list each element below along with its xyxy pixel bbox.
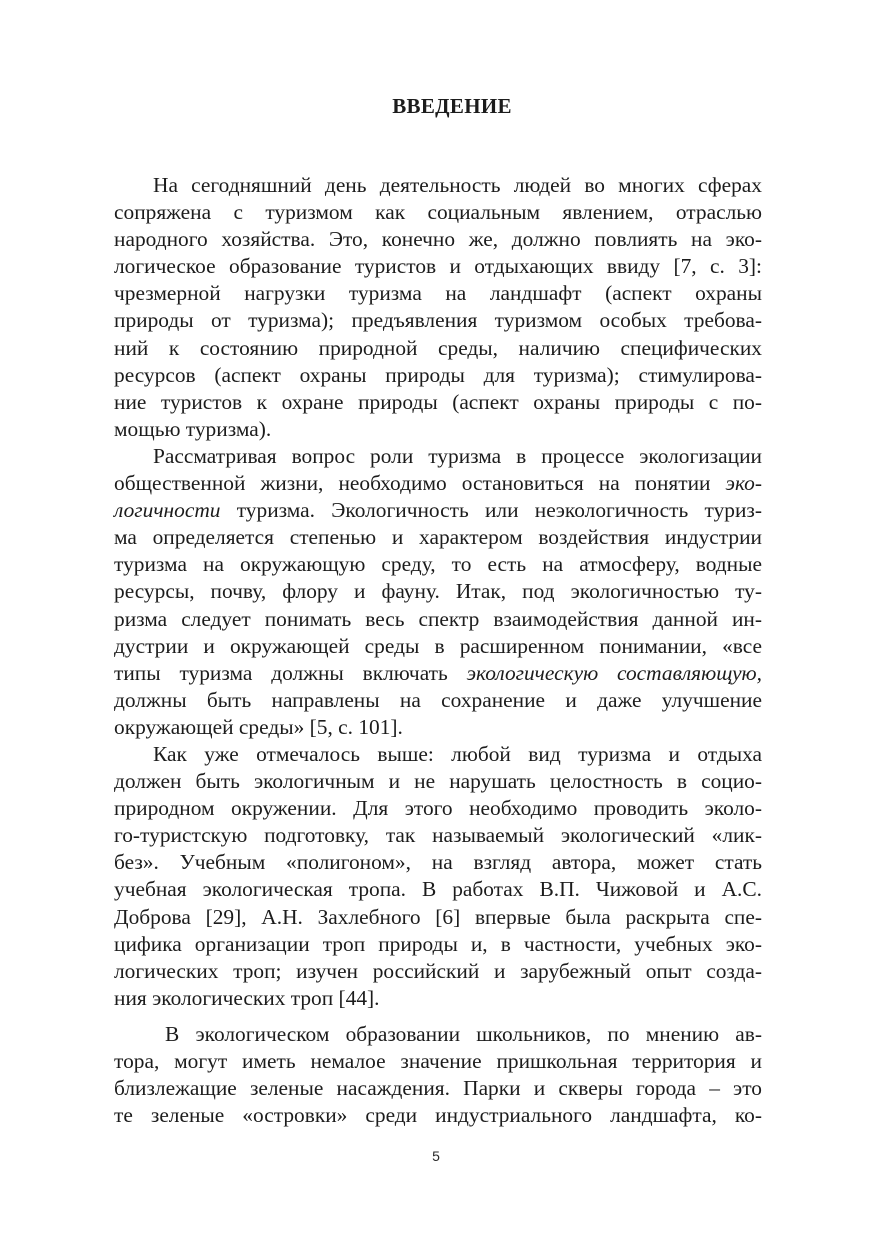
paragraph-4	[114, 1021, 762, 1129]
text-line: окружающей среды» [5, с. 101].	[114, 714, 403, 739]
text-fragment: общественной жизни, необходимо остановиться на понятии	[114, 471, 726, 496]
text-line: должен быть экологичным и не нарушать целостность в социо-	[114, 769, 762, 794]
text-line	[114, 470, 762, 497]
text-line	[114, 497, 762, 524]
text-line: туризма на окружающую среду, то есть на атмосферу, водные	[114, 552, 762, 577]
paragraph-3	[114, 741, 762, 1012]
italic-term: логичности	[114, 498, 221, 523]
italic-term: эко-	[725, 471, 762, 496]
text-fragment: типы туризма должны включать	[114, 660, 467, 685]
text-line: На сегодняшний день деятельность людей во многих сферах	[153, 173, 762, 197]
text-line: сопряжена с туризмом как социальным явлением, отраслью	[114, 200, 762, 225]
page-title: ВВЕДЕНИЕ	[392, 94, 512, 118]
text-line: го-туристскую подготовку, так называемый экологический «лик-	[114, 823, 762, 848]
text-line: те зеленые «островки» среди индустриального ландшафта, ко-	[114, 1103, 762, 1128]
text-line: ресурсы, почву, флору и фауну. Итак, под экологичностью ту-	[114, 579, 762, 604]
text-line: мощью туризма).	[114, 416, 272, 441]
text-line: природы от туризма); предъявления туризмом особых требова-	[114, 308, 762, 333]
text-line: ний к состоянию природной среды, наличию специфических	[114, 335, 762, 360]
text-line: ние туристов к охране природы (аспект охраны природы с по-	[114, 389, 762, 414]
text-line: чрезмерной нагрузки туризма на ландшафт (аспект охраны	[114, 281, 762, 306]
text-line: тора, могут иметь немалое значение пришкольная территория и	[114, 1049, 762, 1073]
text-line: Доброва [29], А.Н. Захлебного [6] впервые была раскрыта спе-	[114, 904, 762, 929]
page-number: 5	[432, 1148, 440, 1164]
text-line: Рассматривая вопрос роли туризма в процессе экологизации	[153, 443, 762, 468]
text-line: логических троп; изучен российский и зарубежный опыт созда-	[114, 958, 762, 983]
text-fragment: туризма. Экологичность или неэкологичность туриз-	[220, 498, 762, 523]
text-line: близлежащие зеленые насаждения. Парки и скверы города – это	[114, 1076, 762, 1101]
text-line: ресурсов (аспект охраны природы для туризма); стимулирова-	[114, 362, 762, 387]
text-line: ризма следует понимать весь спектр взаимодействия данной ин-	[114, 606, 762, 631]
body-text	[114, 172, 762, 1129]
text-line: ния экологических троп [44].	[114, 985, 380, 1010]
text-line: должны быть направлены на сохранение и даже улучшение	[114, 687, 762, 712]
paragraph-2	[114, 443, 762, 741]
text-line: природном окружении. Для этого необходимо проводить эколо-	[114, 796, 762, 821]
text-line: Как уже отмечалось выше: любой вид туризма и отдыха	[153, 741, 762, 766]
text-line: народного хозяйства. Это, конечно же, должно повлиять на эко-	[114, 227, 762, 252]
text-line: В экологическом образовании школьников, по мнению ав-	[165, 1021, 762, 1046]
text-line: без». Учебным «полигоном», на взгляд автора, может стать	[114, 850, 762, 875]
text-line: логическое образование туристов и отдыхающих ввиду [7, с. 3]:	[114, 254, 762, 279]
paragraph-1	[114, 172, 762, 443]
text-line: ма определяется степенью и характером воздействия индустрии	[114, 525, 762, 550]
text-line	[114, 660, 762, 687]
text-line: цифика организации троп природы и, в частности, учебных эко-	[114, 931, 762, 956]
italic-term: экологическую составляющую,	[466, 660, 762, 685]
text-line: учебная экологическая тропа. В работах В.П. Чижовой и А.С.	[114, 877, 762, 902]
text-line: дустрии и окружающей среды в расширенном понимании, «все	[114, 633, 762, 658]
